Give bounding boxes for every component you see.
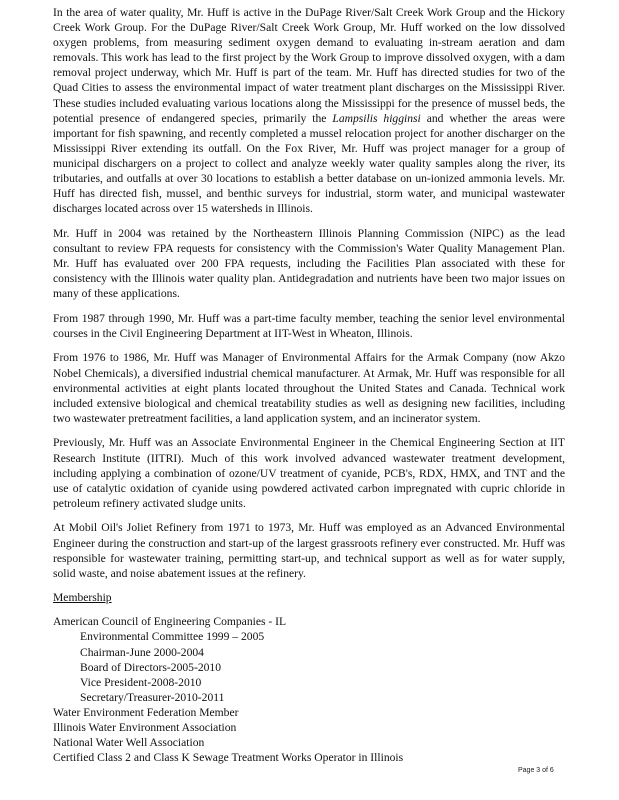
list-item: Certified Class 2 and Class K Sewage Treatment Works Operator in Illinois [53,751,404,765]
list-item: Chairman-June 2000-2004 [80,645,204,659]
list-item: Board of Directors-2005-2010 [80,660,222,674]
list-item: National Water Well Association [53,736,205,750]
membership-list [53,614,565,765]
paragraph-water-quality [53,5,565,216]
paragraph-text: In the area of water quality, Mr. Huff is active in the DuPage River/Salt Creek Work Group and the Hickory Creek Work Group. For the DuPage River/Salt Creek Work Group, Mr. Huff worked on the low dissolved oxygen problems, from measuring sediment oxygen demand to evaluating in-stream aeration and dam removals. This work has lead to the first project by the Work Group to improve dissolved oxygen, with a dam removal project underway, which Mr. Huff is part of the team. Mr. Huff has directed studies for two of the Quad Cities to assess the environmental impact of water treatment plant discharges on the Mississippi River. These studies included evaluating various locations along the Mississippi for the presence of mussel beds, the potential presence of endangered species, primarily the [53,6,565,125]
paragraph-nipc: Mr. Huff in 2004 was retained by the Northeastern Illinois Planning Commission (NIPC) as the lead consultant to review FPA requests for consistency with the Commission's Water Quality Management Plan. Mr. Huff has evaluated over 200 FPA requests, including the Facilities Plan associated with these for consistency with the Illinois water quality plan. Antidegradation and nutrients have been two major issues on many of these applications. [53,226,565,301]
paragraph-text: and whether the areas were important for fish spawning, and recently completed a mussel relocation project for another discharger on the Mississippi River extending its outfall. On the Fox River, Mr. Huff was project manager for a group of municipal dischargers on a project to collect and analyze weekly water quality samples along the river, its tributaries, and outfalls at over 30 locations to establish a better database on un-ionized ammonia levels. Mr. Huff has directed fish, mussel, and benthic surveys for industrial, storm water, and municipal wastewater discharges located across over 15 watersheds in Illinois. [53,111,565,216]
list-item: Water Environment Federation Member [53,705,239,719]
paragraph-armak: From 1976 to 1986, Mr. Huff was Manager of Environmental Affairs for the Armak Company (now Akzo Nobel Chemicals), a diversified industrial chemical manufacturer. At Armak, Mr. Huff was responsible for all environmental activities at eight plants located throughout the United States and Canada. Technical work included extensive biological and chemical treatability studies as well as designing new facilities, including two wastewater pretreatment facilities, a land application system, and an incinerator system. [53,351,565,425]
list-item: Vice President-2008-2010 [80,675,202,689]
species-name: Lampsilis higginsi [332,111,421,125]
list-item: Illinois Water Environment Association [53,721,237,735]
paragraph-iitri: Previously, Mr. Huff was an Associate Environmental Engineer in the Chemical Engineering Section at IIT Research Institute (IITRI). Much of this work involved advanced wastewater treatment development, including applying a combination of ozone/UV treatment of cyanide, PCB's, RDX, HMX, and TNT and the use of catalytic oxidation of cyanide using powdered activated carbon impregnated with cupric chloride in petroleum refinery activated sludge units. [53,436,565,510]
paragraph-mobil: At Mobil Oil's Joliet Refinery from 1971 to 1973, Mr. Huff was employed as an Advanced Environmental Engineer during the construction and start-up of the largest grassroots refinery ever constructed. Mr. Huff was responsible for wastewater training, permitting start-up, and technical support as well as for water supply, solid waste, and noise abatement issues at the refinery. [53,521,565,580]
list-item: American Council of Engineering Companies - IL [53,615,287,629]
page-number: Page 3 of 6 [518,767,554,774]
list-item: Environmental Committee 1999 – 2005 [80,630,265,644]
list-item: Secretary/Treasurer-2010-2011 [80,690,225,704]
paragraph-faculty: From 1987 through 1990, Mr. Huff was a part-time faculty member, teaching the senior level environmental courses in the Civil Engineering Department at IIT-West in Wheaton, Illinois. [53,311,565,340]
membership-heading: Membership [53,591,112,605]
document-page [53,5,565,765]
